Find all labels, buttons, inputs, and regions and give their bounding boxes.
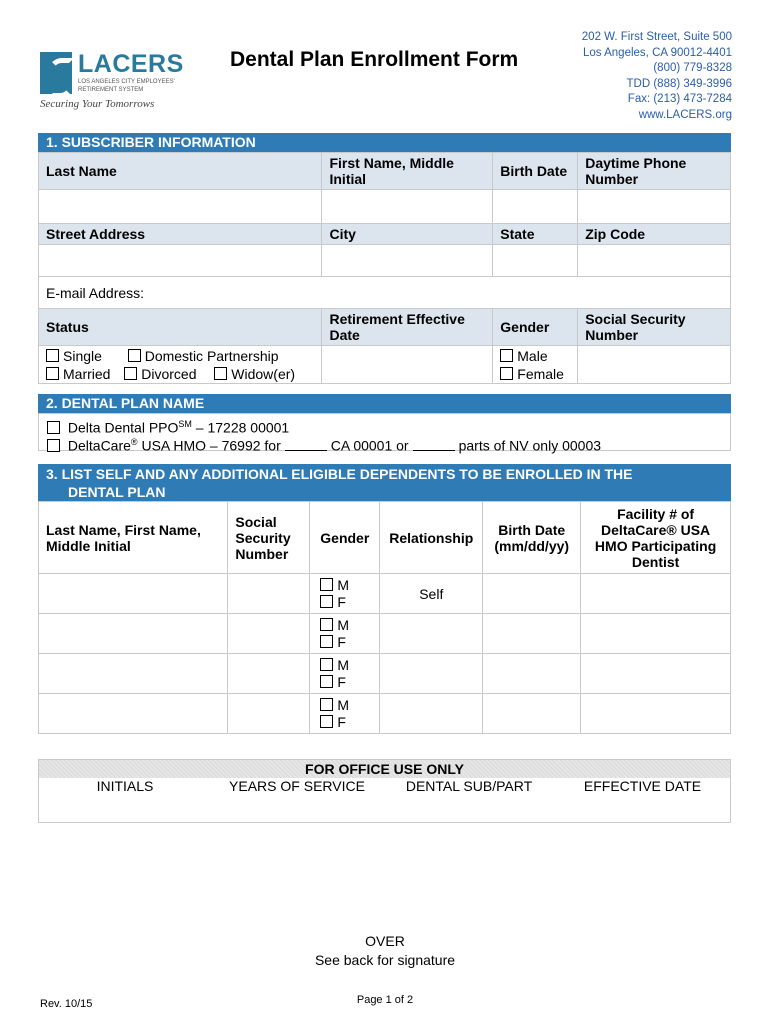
- ppo-servicemark: SM: [178, 419, 192, 429]
- ppo-code: – 17228 00001: [195, 419, 290, 436]
- widower-label: Widow(er): [231, 365, 296, 382]
- office-initials: INITIALS: [96, 778, 154, 794]
- birth-date-label: Birth Date: [493, 153, 578, 190]
- office-use-title: FOR OFFICE USE ONLY: [39, 760, 730, 778]
- nv-blank-field[interactable]: [413, 440, 455, 451]
- page-title: Dental Plan Enrollment Form: [230, 48, 519, 71]
- gender-label: Gender: [493, 309, 578, 346]
- dependent-gender: [310, 654, 380, 694]
- divorced-checkbox[interactable]: [124, 367, 137, 380]
- col-ssn-header: Social Security Number: [228, 502, 310, 574]
- dependent-name-field[interactable]: [39, 654, 228, 694]
- hmo-registered-mark: ®: [130, 437, 138, 447]
- section3-header: [38, 464, 731, 501]
- ppo-checkbox[interactable]: [47, 421, 60, 434]
- retirement-date-field[interactable]: [322, 346, 493, 384]
- zip-label: Zip Code: [578, 224, 731, 245]
- state-field[interactable]: [493, 245, 578, 277]
- office-use-box: [38, 759, 731, 823]
- lacers-logo-icon: [40, 52, 72, 94]
- city-field[interactable]: [322, 245, 493, 277]
- dependent-birth-field[interactable]: [483, 654, 581, 694]
- domestic-partnership-checkbox[interactable]: [128, 349, 141, 362]
- hmo-name: DeltaCare: [67, 437, 131, 454]
- dependent-birth-field[interactable]: [483, 614, 581, 654]
- dependents-table: [38, 501, 731, 734]
- dependent-birth-field[interactable]: [483, 574, 581, 614]
- section1-header: 1. SUBSCRIBER INFORMATION: [38, 133, 731, 152]
- tdd-line: TDD (888) 349-3996: [626, 77, 732, 90]
- m-checkbox[interactable]: [320, 658, 333, 671]
- hmo-checkbox[interactable]: [47, 439, 60, 452]
- first-name-field[interactable]: [322, 190, 493, 224]
- table-row: [39, 574, 731, 614]
- m-label: M: [337, 656, 349, 673]
- office-effective-date: EFFECTIVE DATE: [583, 778, 702, 794]
- dependent-gender: [310, 694, 380, 734]
- logo-name: LACERS: [78, 50, 184, 78]
- f-label: F: [337, 593, 346, 610]
- zip-field[interactable]: [578, 245, 731, 277]
- f-label: F: [337, 633, 346, 650]
- dependent-name-field[interactable]: [39, 574, 228, 614]
- dependent-facility-field[interactable]: [581, 654, 731, 694]
- phone-label: Daytime Phone Number: [578, 153, 731, 190]
- dependent-facility-field[interactable]: [581, 614, 731, 654]
- street-label: Street Address: [39, 224, 322, 245]
- website-link[interactable]: www.LACERS.org: [638, 108, 732, 121]
- f-label: F: [337, 673, 346, 690]
- section3-title-line2: DENTAL PLAN: [68, 484, 166, 500]
- section2-header: 2. DENTAL PLAN NAME: [38, 394, 731, 413]
- relationship-field[interactable]: [380, 694, 483, 734]
- male-label: Male: [517, 347, 548, 364]
- table-row: [39, 614, 731, 654]
- ssn-field[interactable]: [578, 346, 731, 384]
- page-number: Page 1 of 2: [356, 994, 414, 1006]
- dependent-gender: [310, 574, 380, 614]
- contact-address: [582, 30, 732, 123]
- status-options: [39, 346, 322, 384]
- dependent-ssn-field[interactable]: [228, 614, 310, 654]
- f-label: F: [337, 713, 346, 730]
- col-name-header: Last Name, First Name, Middle Initial: [39, 502, 228, 574]
- m-checkbox[interactable]: [320, 578, 333, 591]
- f-checkbox[interactable]: [320, 595, 333, 608]
- office-use-columns: [39, 778, 730, 794]
- dependent-ssn-field[interactable]: [228, 694, 310, 734]
- ssn-label: Social Security Number: [578, 309, 731, 346]
- male-checkbox[interactable]: [500, 349, 513, 362]
- col-facility-header: Facility # of DeltaCare® USA HMO Participating Dentist: [581, 502, 731, 574]
- birth-date-field[interactable]: [493, 190, 578, 224]
- email-field[interactable]: [39, 277, 731, 309]
- see-back-text: See back for signature: [314, 952, 456, 968]
- hmo-text-1: USA HMO – 76992 for: [141, 437, 281, 454]
- relationship-self: Self: [380, 574, 483, 614]
- dependent-facility-field[interactable]: [581, 694, 731, 734]
- hmo-text-3: parts of NV only 00003: [458, 437, 602, 454]
- divorced-label: Divorced: [141, 365, 197, 382]
- m-label: M: [337, 696, 349, 713]
- dental-plan-options: [38, 413, 731, 454]
- logo-tagline: Securing Your Tomorrows: [40, 98, 155, 110]
- ppo-name: Delta Dental PPO: [67, 419, 179, 436]
- col-birth-header: Birth Date (mm/dd/yy): [483, 502, 581, 574]
- revision-label: Rev. 10/15: [40, 998, 93, 1010]
- dependent-birth-field[interactable]: [483, 694, 581, 734]
- relationship-field[interactable]: [380, 614, 483, 654]
- table-row: [39, 654, 731, 694]
- relationship-field[interactable]: [380, 654, 483, 694]
- female-checkbox[interactable]: [500, 367, 513, 380]
- table-row: [39, 694, 731, 734]
- last-name-field[interactable]: [39, 190, 322, 224]
- first-name-label: First Name, Middle Initial: [322, 153, 493, 190]
- col-gender-header: Gender: [310, 502, 380, 574]
- m-label: M: [337, 616, 349, 633]
- f-checkbox[interactable]: [320, 635, 333, 648]
- female-label: Female: [517, 365, 564, 382]
- f-checkbox[interactable]: [320, 675, 333, 688]
- single-label: Single: [63, 347, 102, 364]
- email-label: E-mail Address:: [46, 284, 145, 301]
- hmo-text-2: CA 00001 or: [330, 437, 409, 454]
- m-checkbox[interactable]: [320, 698, 333, 711]
- dependent-name-field[interactable]: [39, 694, 228, 734]
- phone-field[interactable]: [578, 190, 731, 224]
- fax-line: Fax: (213) 473-7284: [627, 93, 732, 105]
- subscriber-table: [38, 152, 731, 384]
- state-label: State: [493, 224, 578, 245]
- married-checkbox[interactable]: [46, 367, 59, 380]
- f-checkbox[interactable]: [320, 715, 333, 728]
- m-label: M: [337, 576, 349, 593]
- gender-options: [493, 346, 578, 384]
- col-relationship-header: Relationship: [380, 502, 483, 574]
- section3-title-line1: 3. LIST SELF AND ANY ADDITIONAL ELIGIBLE DEPENDENTS TO BE ENROLLED IN THE: [46, 466, 633, 482]
- phone-line: (800) 779-8328: [653, 62, 732, 74]
- logo-subtitle: LOS ANGELES CITY EMPLOYEES' RETIREMENT SYSTEM: [78, 79, 175, 93]
- city-label: City: [322, 224, 493, 245]
- retirement-date-label: Retirement Effective Date: [322, 309, 493, 346]
- office-dental-sub-part: DENTAL SUB/PART: [405, 778, 533, 794]
- widower-checkbox[interactable]: [214, 367, 227, 380]
- dependent-name-field[interactable]: [39, 614, 228, 654]
- address-line: Los Angeles, CA 90012-4401: [583, 46, 732, 59]
- single-checkbox[interactable]: [46, 349, 59, 362]
- address-line: 202 W. First Street, Suite 500: [581, 31, 732, 43]
- m-checkbox[interactable]: [320, 618, 333, 631]
- dependent-facility-field[interactable]: [581, 574, 731, 614]
- lacers-logo: [40, 50, 184, 114]
- dependent-gender: [310, 614, 380, 654]
- street-field[interactable]: [39, 245, 322, 277]
- last-name-label: Last Name: [39, 153, 322, 190]
- status-label: Status: [39, 309, 322, 346]
- ca-blank-field[interactable]: [285, 440, 327, 451]
- office-years-of-service: YEARS OF SERVICE: [229, 778, 365, 794]
- domestic-partnership-label: Domestic Partnership: [144, 347, 279, 364]
- dependent-ssn-field[interactable]: [228, 654, 310, 694]
- over-text: OVER: [365, 933, 405, 949]
- married-label: Married: [63, 365, 111, 382]
- dependent-ssn-field[interactable]: [228, 574, 310, 614]
